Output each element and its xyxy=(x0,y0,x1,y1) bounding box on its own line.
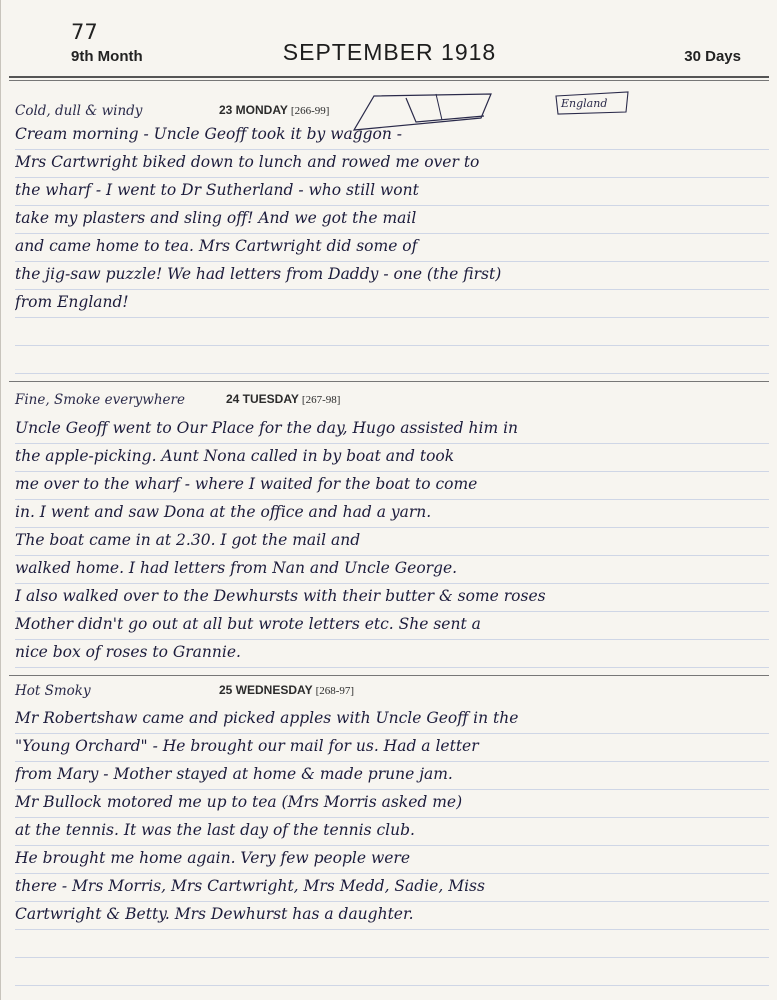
text-line: the wharf - I went to Dr Sutherland - who still wont xyxy=(15,178,769,206)
header-rule-inner xyxy=(9,80,769,81)
text-line: from England! xyxy=(15,290,769,318)
text-line: me over to the wharf - where I waited for the boat to come xyxy=(15,472,769,500)
sketch-label: England xyxy=(561,97,608,110)
entry-text xyxy=(15,416,769,668)
page-number: 77 xyxy=(71,20,98,44)
text-line: Mr Bullock motored me up to tea (Mrs Morris asked me) xyxy=(15,790,769,818)
text-line: in. I went and saw Dona at the office and had a yarn. xyxy=(15,500,769,528)
text-line: Cartwright & Betty. Mrs Dewhurst has a daughter. xyxy=(15,902,769,930)
text-line: the apple-picking. Aunt Nona called in by boat and took xyxy=(15,444,769,472)
text-line: at the tennis. It was the last day of the tennis club. xyxy=(15,818,769,846)
day-heading xyxy=(219,683,354,697)
month-title: SEPTEMBER 1918 xyxy=(282,39,497,65)
text-line: The boat came in at 2.30. I got the mail and xyxy=(15,528,769,556)
days-count: 30 Days xyxy=(684,48,741,65)
text-line: Mrs Cartwright biked down to lunch and rowed me over to xyxy=(15,150,769,178)
text-line: He brought me home again. Very few people were xyxy=(15,846,769,874)
text-line: there - Mrs Morris, Mrs Cartwright, Mrs Medd, Sadie, Miss xyxy=(15,874,769,902)
day-numbers: [268-97] xyxy=(315,685,355,697)
weather-note: Cold, dull & windy xyxy=(15,103,143,119)
text-line: Cream morning - Uncle Geoff took it by waggon - xyxy=(15,122,769,150)
text-line: Mother didn't go out at all but wrote letters etc. She sent a xyxy=(15,612,769,640)
day-numbers: [266-99] xyxy=(290,105,330,117)
month-number: 9th Month xyxy=(71,48,143,65)
header-rule xyxy=(9,76,769,78)
day-heading xyxy=(219,103,329,117)
day-label: 24 TUESDAY xyxy=(226,392,299,406)
text-line: I also walked over to the Dewhursts with their butter & some roses xyxy=(15,584,769,612)
day-divider xyxy=(9,381,769,382)
entry-text xyxy=(15,122,769,374)
day-divider xyxy=(9,675,769,676)
text-line: Uncle Geoff went to Our Place for the day, Hugo assisted him in xyxy=(15,416,769,444)
text-line: the jig-saw puzzle! We had letters from Daddy - one (the first) xyxy=(15,262,769,290)
text-line: and came home to tea. Mrs Cartwright did some of xyxy=(15,234,769,262)
text-line: nice box of roses to Grannie. xyxy=(15,640,769,668)
weather-note: Fine, Smoke everywhere xyxy=(15,392,185,408)
text-line: walked home. I had letters from Nan and Uncle George. xyxy=(15,556,769,584)
text-line: take my plasters and sling off! And we got the mail xyxy=(15,206,769,234)
text-line: Mr Robertshaw came and picked apples with Uncle Geoff in the xyxy=(15,706,769,734)
text-line: from Mary - Mother stayed at home & made prune jam. xyxy=(15,762,769,790)
entry-text xyxy=(15,706,769,986)
text-line: "Young Orchard" - He brought our mail for us. Had a letter xyxy=(15,734,769,762)
day-heading xyxy=(226,392,340,406)
day-numbers: [267-98] xyxy=(301,394,341,406)
day-label: 23 MONDAY xyxy=(219,103,288,117)
weather-note: Hot Smoky xyxy=(15,683,91,699)
day-label: 25 WEDNESDAY xyxy=(219,683,313,697)
